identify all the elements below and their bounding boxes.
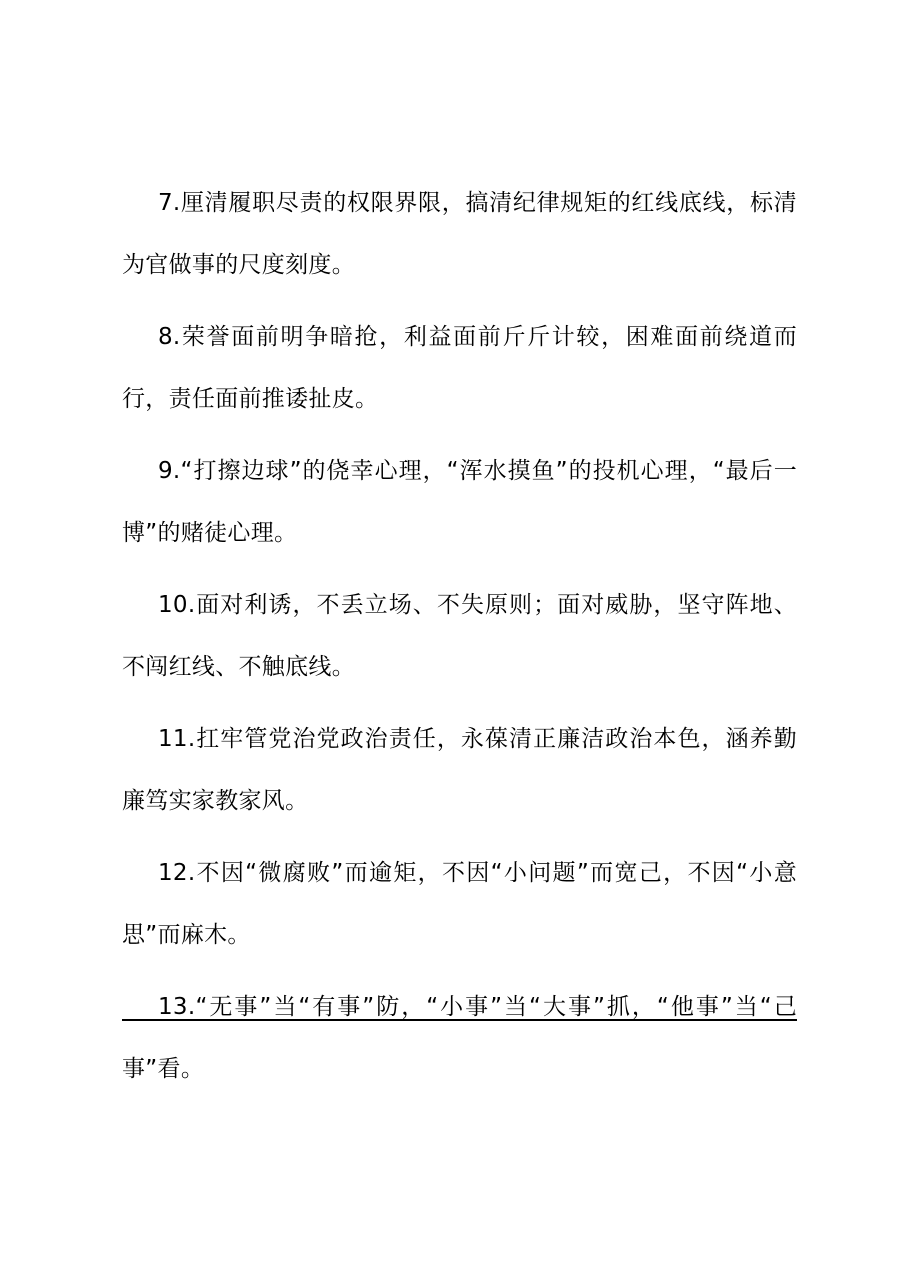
paragraph-7: 7.厘清履职尽责的权限界限，搞清纪律规矩的红线底线，标清为官做事的尺度刻度。	[122, 190, 797, 278]
paragraph-9: 9.“打擦边球”的侥幸心理，“浑水摸鱼”的投机心理，“最后一博”的赌徒心理。	[122, 458, 797, 546]
paragraph-10: 10.面对利诱，不丢立场、不失原则；面对威胁，坚守阵地、不闯红线、不触底线。	[122, 592, 797, 680]
paragraph-13: 13.“无事”当“有事”防，“小事”当“大事”抓，“他事”当“己事”看。	[122, 994, 797, 1082]
bottom-divider	[122, 1019, 797, 1021]
paragraph-8: 8.荣誉面前明争暗抢，利益面前斤斤计较，困难面前绕道而行，责任面前推诿扯皮。	[122, 324, 797, 412]
paragraph-11: 11.扛牢管党治党政治责任，永葆清正廉洁政治本色，涵养勤廉笃实家教家风。	[122, 726, 797, 814]
paragraph-12: 12.不因“微腐败”而逾矩，不因“小问题”而宽己，不因“小意思”而麻木。	[122, 860, 797, 948]
document-body	[122, 172, 797, 1110]
